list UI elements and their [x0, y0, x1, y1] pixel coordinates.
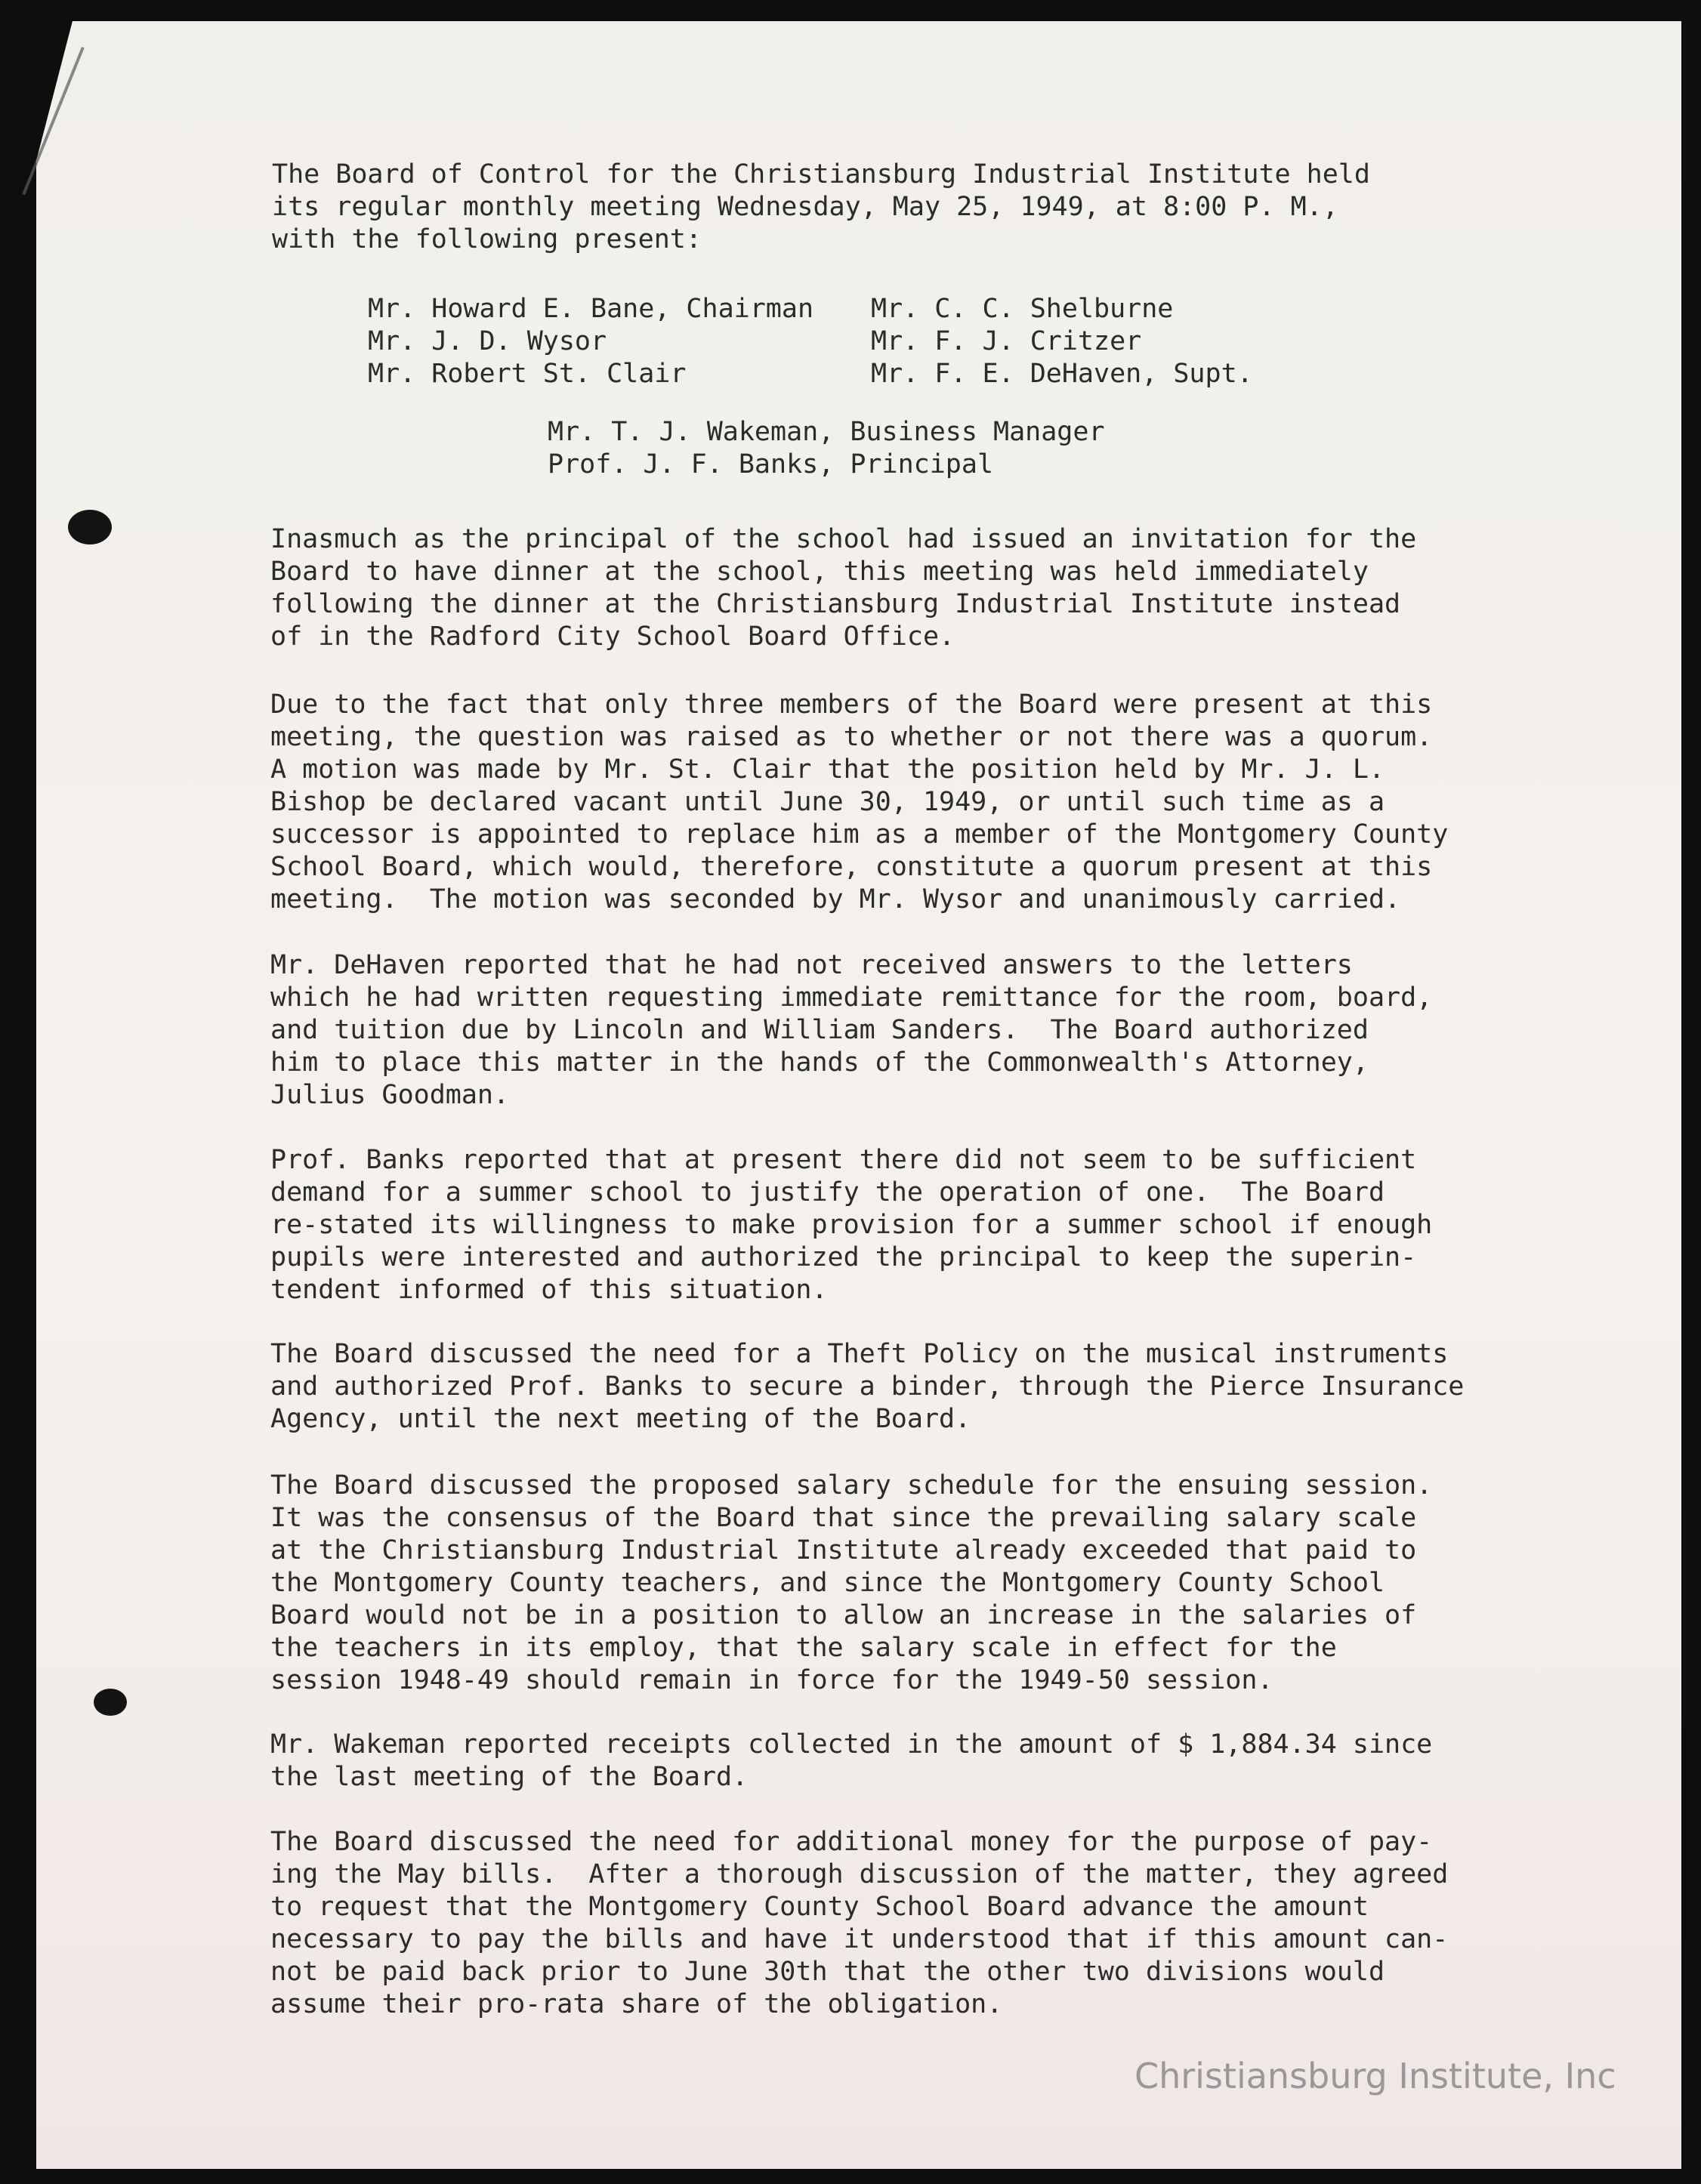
paragraph-line: The Board discussed the need for a Theft Policy on the musical instruments — [270, 1339, 1449, 1369]
watermark: Christiansburg Institute, Inc — [1135, 2056, 1616, 2096]
paragraph-line: the last meeting of the Board. — [270, 1762, 749, 1792]
intro-line: its regular monthly meeting Wednesday, May 25, 1949, at 8:00 P. M., — [272, 192, 1338, 222]
paragraph-line: assume their pro-rata share of the obligation. — [270, 1989, 1003, 2019]
paragraph-line: necessary to pay the bills and have it understood that if this amount can- — [270, 1924, 1449, 1954]
paragraph-line: not be paid back prior to June 30th that the other two divisions would — [270, 1957, 1385, 1987]
paragraph-line: session 1948-49 should remain in force for the 1949-50 session. — [270, 1665, 1273, 1695]
punch-hole-bottom — [94, 1689, 127, 1716]
paragraph-line: re-stated its willingness to make provision for a summer school if enough — [270, 1210, 1433, 1240]
paragraph-line: Board would not be in a position to allow an increase in the salaries of — [270, 1600, 1417, 1630]
paragraph-line: Bishop be declared vacant until June 30, 1949, or until such time as a — [270, 787, 1385, 817]
paragraph-line: and tuition due by Lincoln and William Sanders. The Board authorized — [270, 1015, 1369, 1045]
intro-line: with the following present: — [272, 224, 702, 254]
paragraph-line: Mr. DeHaven reported that he had not received answers to the letters — [270, 950, 1353, 980]
paragraph-line: ing the May bills. After a thorough discussion of the matter, they agreed — [270, 1859, 1449, 1889]
paragraph-line: Inasmuch as the principal of the school had issued an invitation for the — [270, 524, 1417, 554]
attendee-center: Prof. J. F. Banks, Principal — [548, 449, 994, 480]
paragraph-line: of in the Radford City School Board Office. — [270, 622, 955, 652]
attendee-left: Mr. J. D. Wysor — [368, 326, 607, 356]
paragraph-line: the Montgomery County teachers, and since the Montgomery County School — [270, 1568, 1385, 1598]
paragraph-line: demand for a summer school to justify the operation of one. The Board — [270, 1177, 1385, 1208]
paragraph-line: Agency, until the next meeting of the Board. — [270, 1404, 971, 1434]
paragraph-line: School Board, which would, therefore, constitute a quorum present at this — [270, 852, 1433, 882]
paragraph-line: The Board discussed the need for additional money for the purpose of pay- — [270, 1827, 1433, 1857]
punch-hole-top — [68, 510, 112, 544]
paragraph-line: him to place this matter in the hands of the Commonwealth's Attorney, — [270, 1047, 1369, 1078]
attendee-right: Mr. C. C. Shelburne — [871, 294, 1174, 324]
paragraph-line: successor is appointed to replace him as a member of the Montgomery County — [270, 819, 1449, 850]
paragraph-line: the teachers in its employ, that the salary scale in effect for the — [270, 1633, 1337, 1663]
paragraph-line: and authorized Prof. Banks to secure a binder, through the Pierce Insurance — [270, 1371, 1465, 1402]
paragraph-line: It was the consensus of the Board that since the prevailing salary scale — [270, 1503, 1417, 1533]
paragraph-line: Due to the fact that only three members of the Board were present at this — [270, 689, 1433, 720]
paragraph-line: at the Christiansburg Industrial Institute already exceeded that paid to — [270, 1535, 1417, 1566]
paragraph-line: A motion was made by Mr. St. Clair that the position held by Mr. J. L. — [270, 754, 1385, 785]
paragraph-line: meeting, the question was raised as to whether or not there was a quorum. — [270, 722, 1433, 752]
paragraph-line: Board to have dinner at the school, this meeting was held immediately — [270, 557, 1369, 587]
attendee-left: Mr. Howard E. Bane, Chairman — [368, 294, 814, 324]
paragraph-line: Prof. Banks reported that at present there did not seem to be sufficient — [270, 1145, 1417, 1175]
paragraph-line: following the dinner at the Christiansburg Industrial Institute instead — [270, 589, 1401, 619]
paragraph-line: pupils were interested and authorized the principal to keep the superin- — [270, 1242, 1417, 1272]
attendee-right: Mr. F. E. DeHaven, Supt. — [871, 359, 1253, 389]
paragraph-line: Julius Goodman. — [270, 1080, 510, 1110]
paragraph-line: which he had written requesting immediate remittance for the room, board, — [270, 982, 1433, 1013]
paragraph-line: meeting. The motion was seconded by Mr. Wysor and unanimously carried. — [270, 884, 1401, 915]
paragraph-line: The Board discussed the proposed salary schedule for the ensuing session. — [270, 1470, 1433, 1501]
attendee-right: Mr. F. J. Critzer — [871, 326, 1142, 356]
paragraph-line: to request that the Montgomery County School Board advance the amount — [270, 1892, 1369, 1922]
attendee-center: Mr. T. J. Wakeman, Business Manager — [548, 417, 1105, 447]
paragraph-line: tendent informed of this situation. — [270, 1275, 828, 1305]
intro-line: The Board of Control for the Christiansburg Industrial Institute held — [272, 159, 1370, 190]
paragraph-line: Mr. Wakeman reported receipts collected in the amount of $ 1,884.34 since — [270, 1729, 1433, 1760]
attendee-left: Mr. Robert St. Clair — [368, 359, 687, 389]
